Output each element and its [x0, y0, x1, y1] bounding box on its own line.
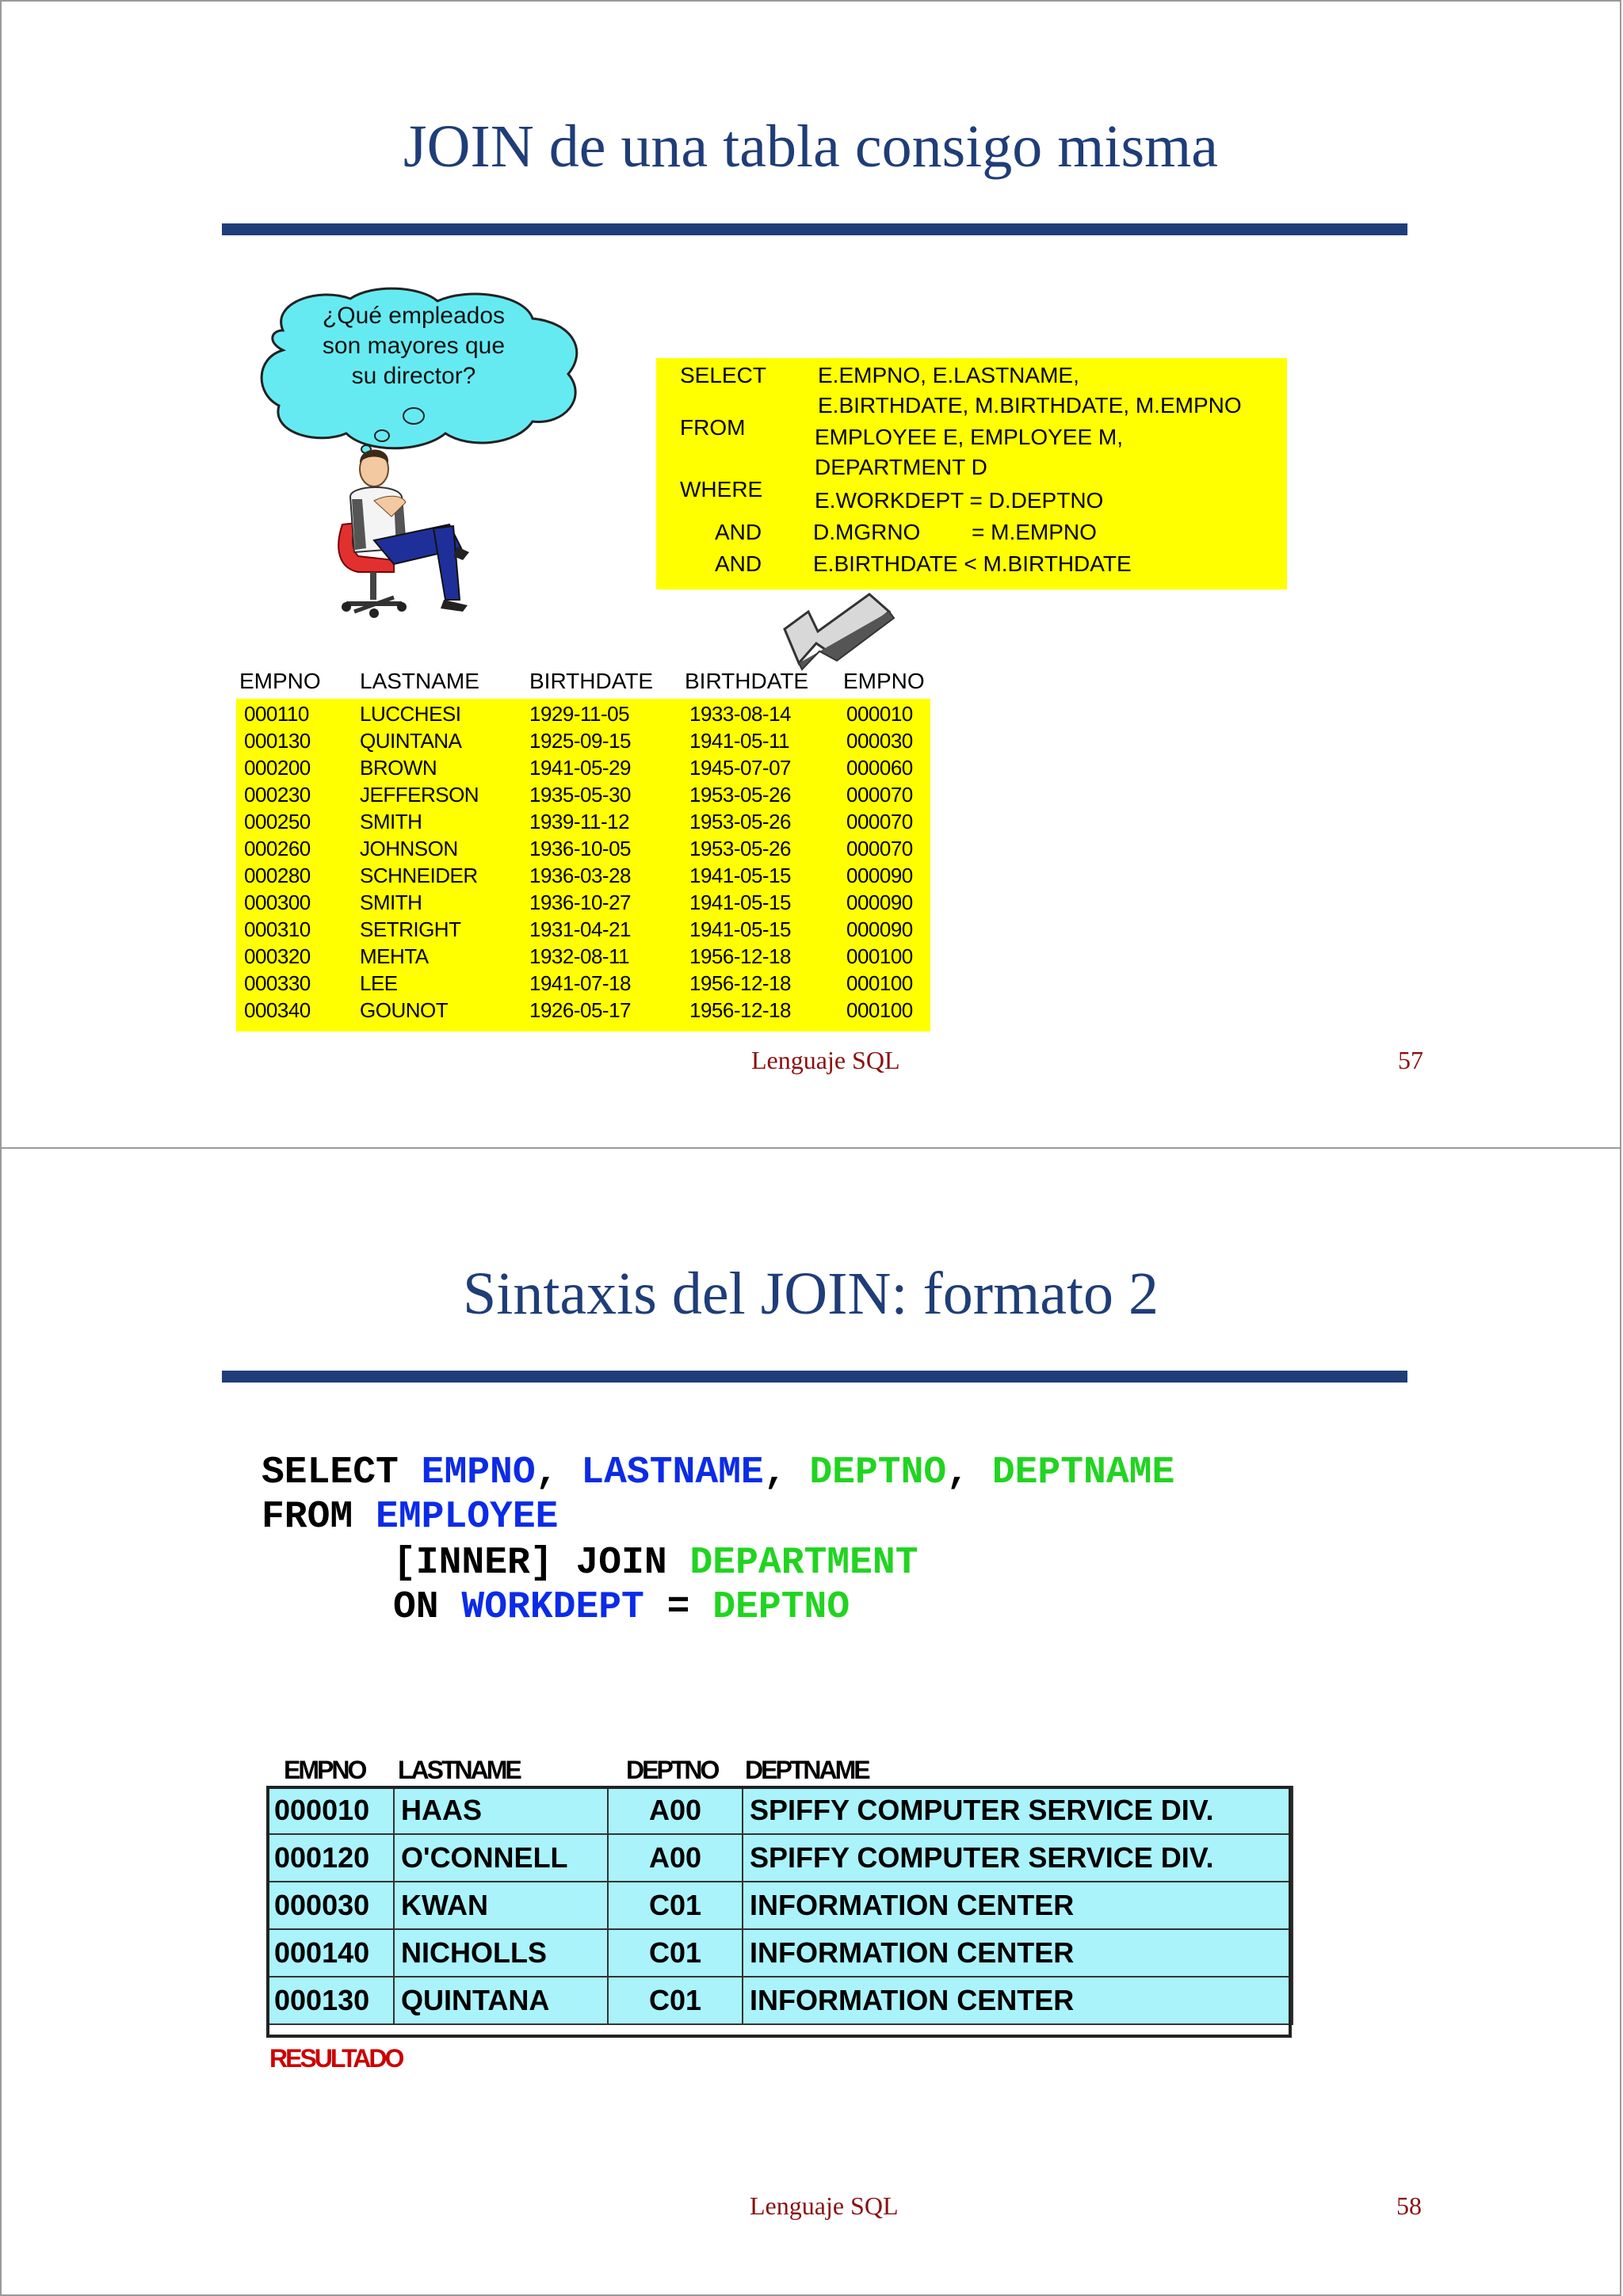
cell-deptname: INFORMATION CENTER	[743, 1977, 1293, 2024]
table2-header-lastname: LASTNAME	[398, 1756, 520, 1784]
table-row	[267, 1929, 1293, 1977]
table-row	[267, 1977, 1293, 2024]
cell-empno: 000280	[244, 864, 311, 887]
sql-and1-left: D.MGRNO	[813, 520, 921, 544]
cell-lastname: SMITH	[360, 891, 422, 914]
cell-birthdate-e: 1935-05-30	[529, 783, 631, 807]
sql-and2-line: E.BIRTHDATE < M.BIRTHDATE	[813, 551, 1132, 576]
code-on-keyword: ON	[393, 1586, 439, 1629]
cell-empno: 000030	[267, 1882, 394, 1929]
cell-birthdate-m: 1941-05-15	[689, 891, 791, 914]
col-header-birthdate-m: BIRTHDATE	[685, 669, 809, 693]
cell-empno: 000200	[244, 756, 311, 780]
cell-deptname: SPIFFY COMPUTER SERVICE DIV.	[743, 1787, 1293, 1834]
thought-dot-large	[403, 408, 424, 424]
cell-deptname: INFORMATION CENTER	[743, 1929, 1293, 1977]
code-empno: EMPNO	[421, 1451, 536, 1494]
cell-empno: 000130	[244, 729, 311, 753]
cell-deptname: SPIFFY COMPUTER SERVICE DIV.	[743, 1834, 1293, 1882]
sql-from-line1: EMPLOYEE E, EMPLOYEE M,	[815, 425, 1124, 449]
cell-birthdate-m: 1956-12-18	[689, 998, 791, 1022]
col-header-lastname: LASTNAME	[360, 669, 479, 693]
cell-empno-m: 000100	[846, 971, 913, 995]
cell-birthdate-m: 1953-05-26	[689, 783, 791, 807]
cell-empno-m: 000100	[846, 944, 913, 968]
code-department: DEPARTMENT	[689, 1542, 918, 1585]
code-lastname: LASTNAME	[581, 1451, 764, 1494]
cell-deptno: C01	[608, 1882, 743, 1929]
cell-birthdate-m: 1956-12-18	[689, 971, 791, 995]
cell-lastname: QUINTANA	[360, 729, 462, 753]
cell-lastname: SETRIGHT	[360, 917, 461, 941]
sql-and-keyword: AND	[715, 551, 762, 576]
sql-where-keyword: WHERE	[680, 477, 763, 502]
cell-lastname: BROWN	[360, 756, 437, 780]
slide-58	[0, 1147, 1621, 2296]
code-line-select	[262, 1451, 1174, 1494]
bubble-line: su director?	[351, 363, 476, 389]
table2-header-empno: EMPNO	[284, 1756, 365, 1784]
cell-empno-m: 000030	[846, 729, 913, 753]
sql-from-line2: DEPARTMENT D	[815, 455, 987, 479]
slide-title: Sintaxis del JOIN: formato 2	[462, 1261, 1159, 1327]
cell-lastname: JOHNSON	[360, 837, 458, 860]
sql-select-line1: E.EMPNO, E.LASTNAME,	[818, 363, 1079, 387]
cell-lastname: LUCCHESI	[360, 702, 461, 726]
cell-lastname: KWAN	[394, 1882, 608, 1929]
cell-empno-m: 000100	[846, 998, 913, 1022]
cell-deptno: A00	[608, 1834, 743, 1882]
cell-empno-m: 000060	[846, 756, 913, 780]
table-row	[267, 1834, 1293, 1882]
table2-header-deptno: DEPTNO	[626, 1756, 718, 1784]
code-comma: ,	[946, 1451, 969, 1494]
person-icon	[350, 450, 469, 612]
cell-lastname: GOUNOT	[360, 998, 449, 1022]
footer-text: Lenguaje SQL	[750, 2191, 899, 2220]
slide-57	[0, 0, 1621, 1149]
cell-deptno: C01	[608, 1929, 743, 1977]
cell-deptno: A00	[608, 1787, 743, 1834]
thought-bubble-text	[319, 301, 509, 391]
cell-birthdate-e: 1931-04-21	[529, 917, 631, 941]
code-line-join	[393, 1542, 918, 1585]
page-number: 57	[1398, 1046, 1423, 1074]
cell-deptname: INFORMATION CENTER	[743, 1882, 1293, 1929]
cell-birthdate-e: 1936-03-28	[529, 864, 631, 887]
page-number: 58	[1396, 2191, 1422, 2220]
code-from-keyword: FROM	[262, 1496, 353, 1539]
cell-birthdate-e: 1939-11-12	[529, 810, 630, 833]
cell-birthdate-m: 1941-05-11	[689, 729, 790, 753]
down-left-arrow-icon	[770, 588, 905, 675]
code-equals: =	[666, 1586, 690, 1629]
cell-empno: 000330	[244, 971, 311, 995]
sql-select-keyword: SELECT	[680, 363, 766, 387]
cell-lastname: SCHNEIDER	[360, 864, 478, 887]
code-line-on	[393, 1586, 850, 1629]
sql-and1-right: = M.EMPNO	[972, 520, 1097, 544]
sql-from-keyword: FROM	[680, 415, 746, 440]
cell-empno-m: 000070	[846, 810, 913, 833]
code-line-from	[262, 1496, 558, 1539]
code-comma: ,	[535, 1451, 559, 1494]
code-select-keyword: SELECT	[262, 1451, 399, 1494]
cell-empno-m: 000090	[846, 917, 913, 941]
cell-empno-m: 000090	[846, 864, 913, 887]
cell-birthdate-e: 1926-05-17	[529, 998, 631, 1022]
cell-lastname: O'CONNELL	[394, 1834, 608, 1882]
cell-lastname: HAAS	[394, 1787, 608, 1834]
cell-lastname: LEE	[360, 971, 398, 995]
cell-empno: 000130	[267, 1977, 394, 2024]
title-rule	[222, 1371, 1407, 1383]
cell-lastname: JEFFERSON	[360, 783, 479, 807]
code-inner-join: [INNER] JOIN	[393, 1542, 667, 1585]
cell-empno: 000230	[244, 783, 311, 807]
cell-birthdate-m: 1933-08-14	[689, 702, 791, 726]
bubble-line: son mayores que	[322, 333, 506, 359]
cell-empno: 000250	[244, 810, 311, 833]
cell-empno-m: 000010	[846, 702, 913, 726]
cell-birthdate-e: 1929-11-05	[529, 702, 630, 726]
cell-birthdate-e: 1936-10-05	[529, 837, 631, 860]
result-table	[266, 1786, 1293, 2025]
cell-birthdate-m: 1941-05-15	[689, 864, 791, 887]
cell-birthdate-m: 1953-05-26	[689, 810, 791, 833]
cell-empno-m: 000090	[846, 891, 913, 914]
cell-birthdate-e: 1936-10-27	[529, 891, 631, 914]
cell-birthdate-m: 1941-05-15	[689, 917, 791, 941]
cell-lastname: SMITH	[360, 810, 422, 833]
cell-lastname: MEHTA	[360, 944, 429, 968]
title-rule	[222, 223, 1407, 235]
cell-birthdate-m: 1953-05-26	[689, 837, 791, 860]
sql-where-line1: E.WORKDEPT = D.DEPTNO	[815, 488, 1104, 513]
sql-and-keyword: AND	[715, 520, 762, 544]
table2-header-deptname: DEPTNAME	[745, 1756, 869, 1784]
cell-empno: 000300	[244, 891, 311, 914]
cell-deptno: C01	[608, 1977, 743, 2024]
code-deptno: DEPTNO	[809, 1451, 947, 1494]
cell-empno-m: 000070	[846, 783, 913, 807]
col-header-empno-m: EMPNO	[843, 669, 925, 693]
cell-empno: 000320	[244, 944, 311, 968]
cell-empno: 000340	[244, 998, 311, 1022]
table-row	[267, 1787, 1293, 1834]
code-employee: EMPLOYEE	[376, 1496, 559, 1539]
code-workdept: WORKDEPT	[461, 1586, 644, 1629]
thought-dot-medium	[375, 430, 389, 441]
bubble-line: ¿Qué empleados	[322, 303, 506, 329]
sql-select-line2: E.BIRTHDATE, M.BIRTHDATE, M.EMPNO	[818, 393, 1242, 418]
cell-birthdate-m: 1956-12-18	[689, 944, 791, 968]
cell-birthdate-e: 1941-07-18	[529, 971, 631, 995]
cell-empno: 000260	[244, 837, 311, 860]
cell-lastname: NICHOLLS	[394, 1929, 608, 1977]
code-deptname: DEPTNAME	[991, 1451, 1175, 1494]
result-label: RESULTADO	[269, 2044, 403, 2073]
cell-empno-m: 000070	[846, 837, 913, 860]
cell-empno: 000010	[267, 1787, 394, 1834]
cell-empno: 000310	[244, 917, 311, 941]
cell-lastname: QUINTANA	[394, 1977, 608, 2024]
cell-empno: 000140	[267, 1929, 394, 1977]
cell-birthdate-e: 1941-05-29	[529, 756, 631, 780]
cell-empno: 000120	[267, 1834, 394, 1882]
code-deptno-2: DEPTNO	[712, 1586, 850, 1629]
slide-title: JOIN de una tabla consigo misma	[403, 113, 1218, 180]
table-row	[267, 1882, 1293, 1929]
cell-empno: 000110	[244, 702, 309, 726]
cell-birthdate-e: 1925-09-15	[529, 729, 631, 753]
cell-birthdate-e: 1932-08-11	[529, 944, 630, 968]
cell-birthdate-m: 1945-07-07	[689, 756, 791, 780]
footer-text: Lenguaje SQL	[751, 1046, 900, 1074]
col-header-birthdate-e: BIRTHDATE	[529, 669, 654, 693]
col-header-empno: EMPNO	[239, 669, 321, 693]
code-comma: ,	[763, 1451, 787, 1494]
